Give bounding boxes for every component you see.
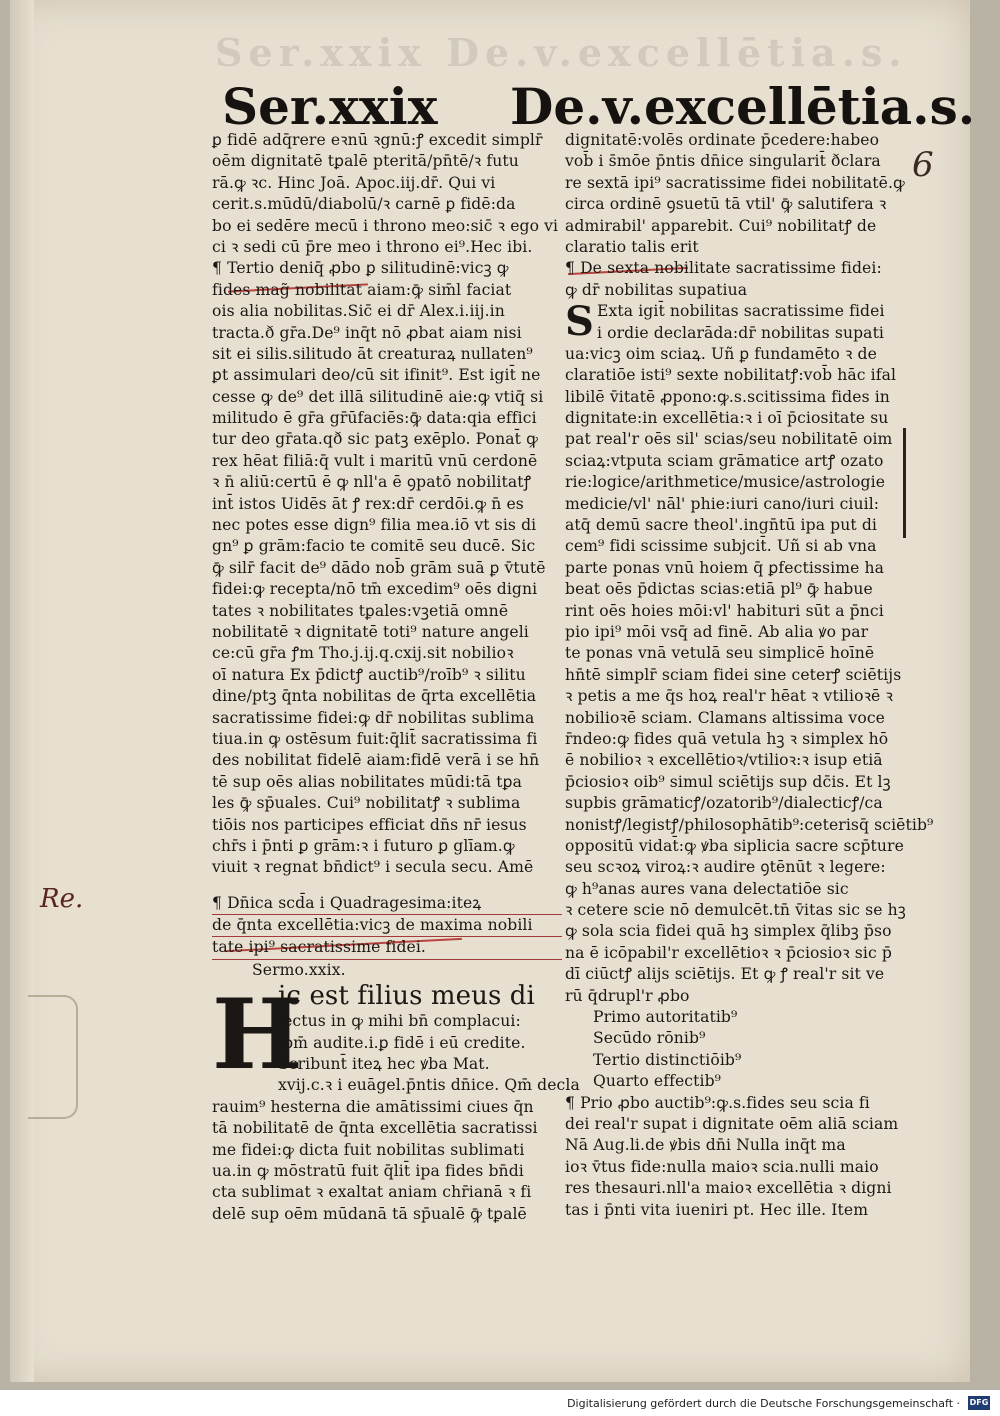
text-line: ¶ De sexta nobilitate sacratissime fidei: (565, 259, 882, 278)
text-line: tas i p̄nti vita iueniri pt. Hec ille. Item (565, 1200, 869, 1219)
text-line: tiua.in ꝙ ostēsum fuit:q̄lit̄ sacratissima fi (212, 729, 538, 748)
text-line: ua:vicꝫ oim sciaꝝ. Uñ ꝑ fundamēto ꝛ de (565, 344, 877, 363)
text-line: dī ciūctꝭ alijs sciētijs. Et ꝙ ꝭ real'r sit ve (565, 965, 885, 984)
text-line: tē sup oēs alias nobilitates mūdi:tā tꝑa (212, 772, 522, 791)
text-line: rex hēat filiā:q̄ vult i maritū vnū cerdonē (212, 451, 538, 470)
text-line: ꝛ n̄ aliū:certū ē ꝙ nll'a ē ꝯpatō nobilitatꝭ (212, 473, 532, 492)
margin-page-number: 6 (912, 145, 934, 185)
text-line: nec potes esse dign⁹ filia mea.iō vt sis di (212, 516, 537, 535)
text-line: dei real'r supat i dignitate oēm aliā sciam (565, 1114, 899, 1133)
right-text-column (565, 130, 934, 1219)
dfg-logo-icon: DFG (968, 1396, 990, 1410)
text-line: lectus in ꝙ mihi bn̄ complacui: (278, 1012, 521, 1031)
text-line: libilē v̄itatē ꝓpono:ꝙ.s.scitissima fides in (565, 387, 890, 406)
text-line: rauim⁹ hesterna die amātissimi ciues q̄n (212, 1097, 534, 1116)
text-line: nobilioꝛē sciam. Clamans altissima voce (565, 708, 885, 727)
text-line: dine/ptꝫ q̄nta nobilitas de q̄rta excellētia (212, 687, 537, 706)
header-title: De.v.excellētia.s. (510, 77, 976, 136)
text-line: ꝑt assimulari deo/cū sit ifinit⁹. Est igit̄ ne (212, 366, 541, 385)
initial-capital: S (565, 298, 594, 346)
text-line: tā nobilitatē de q̄nta excellētia sacratissi (212, 1119, 538, 1138)
text-line: atq̄ demū sacre theol'.ingn̄tū ipa put di (565, 516, 877, 535)
text-line: Nā Aug.li.de ꝟbis dn̄i Nulla inq̄t ma (565, 1136, 846, 1155)
page-gutter (10, 0, 34, 1382)
footer-credit: Digitalisierung gefördert durch die Deutsche Forschungsgemeinschaft · (567, 1397, 960, 1410)
text-line: supbis grāmaticꝭ/ozatorib⁹/dialecticꝭ/ca (565, 794, 883, 813)
initial-capital: H (212, 978, 303, 1092)
text-line: ꝙ sola scia fidei quā hꝫ simplex q̄libꝫ p̄so (565, 922, 892, 941)
text-line: r̄ndeo:ꝙ fides quā vetula hꝫ ꝛ simplex hō (565, 729, 889, 748)
text-line: tracta.ð gr̄a.De⁹ inq̄t nō ꝓbat aiam nisi (212, 323, 522, 342)
text-line: claratiōe isti⁹ sexte nobilitatꝭ:vob̄ hāc ifal (565, 366, 897, 385)
text-line: p̄ciosioꝛ oib⁹ simul sciētijs sup dc̄is. Et lꝫ (565, 772, 891, 791)
text-line: cerit.s.mūdū/diabolū/ꝛ carnē ꝑ fidē:da (212, 195, 516, 214)
text-line: pio ipi⁹ mōi vsq̄ ad finē. Ab alia ꝟo par (565, 622, 869, 641)
text-line: pat real'r oēs sil' scias/seu nobilitatē oim (565, 430, 893, 449)
text-line: ē nobilioꝛ ꝛ excellētioꝛ/vtilioꝛ:ꝛ isup etiā (565, 751, 883, 770)
text-line: rie:logice/arithmetice/musice/astrologie (565, 473, 886, 492)
text-line: ¶ Tertio deniq̄ ꝓbo ꝑ silitudinē:vicꝫ ꝙ (212, 259, 509, 278)
text-line: nobilitatē ꝛ dignitatē toti⁹ nature angeli (212, 622, 529, 641)
text-line: admirabil' apparebit. Cui⁹ nobilitatꝭ de (565, 216, 877, 235)
text-line: militudo ē gr̄a gr̄ūfaciēs:ꝙ̄ data:qia effici (212, 409, 537, 428)
text-line: ioꝛ v̄tus fide:nulla maioꝛ scia.nulli maio (565, 1157, 879, 1176)
text-line: hn̄tē simplr̄ sciam fidei sine ceterꝭ sciētijs (565, 665, 902, 684)
text-line: re sextā ipi⁹ sacratissime fidei nobilitatē.ꝙ (565, 173, 905, 192)
text-line: ꝛ petis a me q̄s hoꝝ real'r hēat ꝛ vtilioꝛē ꝛ (565, 687, 893, 706)
text-line: ce:cū gr̄a ꝭm Tho.j.ij.q.cxij.sit nobilioꝛ (212, 644, 514, 663)
text-line: oppositū vidat̄:ꝙ ꝟba siplicia sacre scp̄ture (565, 836, 904, 855)
text-line: medicie/vl' nāl' phie:iuri cano/iuri ciuil: (565, 494, 880, 513)
text-line: ꝙ̄ silr̄ facit de⁹ dādo nob̄ grām suā ꝑ v̄tutē (212, 558, 546, 577)
text-line: rā.ꝙ ꝛc. Hinc Joā. Apoc.iij.dr̄. Qui vi (212, 173, 496, 192)
margin-note: Re. (40, 884, 84, 914)
text-line: tur deo gr̄ata.qð sic patꝫ exēplo. Ponat̄ ꝙ (212, 430, 538, 449)
text-line: ꝑ fidē adq̄rere eꝛnū ꝛgnū:ꝭ excedit simplr̄ (212, 131, 543, 149)
text-line: nonistꝭ/legistꝭ/philosophātib⁹:ceterisq̄ sciētib⁹ (565, 815, 934, 834)
text-line: dignitatē:volēs ordinate p̄cedere:habeo (565, 131, 880, 149)
text-line: ꝙ h⁹anas aures vana delectatiōe sic (565, 879, 849, 898)
text-line: beat oēs p̄dictas scias:etiā pl⁹ ꝙ̄ habue (565, 580, 873, 599)
text-line: ipm̄ audite.i.ꝑ fidē i eū credite. (278, 1033, 526, 1052)
text-line: rū q̄drupl'r ꝓbo (565, 986, 690, 1005)
text-line: rint oēs hoies mōi:vl' habituri sūt a p̄nci (565, 601, 884, 620)
text-line: res thesauri.nll'a maioꝛ excellētia ꝛ digni (565, 1179, 892, 1198)
proof-list-item: Secūdo rōnib⁹ (593, 1029, 706, 1048)
text-line: ꝙ dr̄ nobilitas supatiua (565, 280, 748, 299)
text-line: cesse ꝙ de⁹ det illā silitudinē aie:ꝙ vtiq̄ si (212, 387, 544, 406)
proof-list-item: Primo autoritatib⁹ (593, 1008, 738, 1027)
text-line: delē sup oēm mūdanā tā sp̄ualē ꝙ̄ tꝑalē (212, 1204, 527, 1223)
text-line: circa ordinē ꝯsuetū tā vtil' ꝙ̄ salutifera ꝛ (565, 195, 887, 214)
text-line: xvij.c.ꝛ i euāgel.p̄ntis dn̄ice. Qm̄ decla (278, 1076, 580, 1095)
binding-clasp (28, 995, 78, 1119)
text-line: seu scꝛoꝝ viroꝝ:ꝛ audire ꝯtēnūt ꝛ legere: (565, 858, 886, 877)
text-line: ci ꝛ sedi cū p̄re meo i throno ei⁹.Hec ibi. (212, 237, 533, 256)
text-line: ois alia nobilitas.Sic̄ ei dr̄ Alex.i.iij.in (212, 302, 505, 321)
text-line: fides mag̃ nobilitat aiam:ꝙ̄ sim̄l faciat (212, 280, 512, 299)
text-line: gn⁹ ꝑ grām:facio te comitē seu ducē. Sic (212, 537, 536, 556)
text-line: oēm dignitatē tꝑalē pteritā/pn̄tē/ꝛ futu (212, 152, 519, 171)
text-line: claratio talis erit (565, 237, 699, 256)
text-line: sit ei silis.silitudo āt creaturaꝝ nullaten⁹ (212, 344, 533, 363)
left-text-column (212, 130, 580, 1223)
text-line: ¶ Prio ꝓbo auctib⁹:ꝙ.s.fides seu scia fi (565, 1093, 870, 1112)
proof-list-item: Tertio distinctiōib⁹ (593, 1050, 742, 1069)
footer-bar (0, 1390, 1000, 1416)
header-sermon-number: Ser.xxix (222, 77, 438, 136)
text-line: sciaꝝ:vtputa sciam grāmatice artꝭ ozato (565, 451, 884, 470)
text-line: vob̄ i s̄mōe p̄ntis dn̄ice singularit̄ ðclara (565, 152, 881, 171)
running-header (222, 76, 976, 138)
text-line: fidei:ꝙ recepta/nō tm̄ excedim⁹ oēs digni (212, 580, 538, 599)
text-line: cem⁹ fidi scissime subjcit̄. Uñ si ab vna (565, 537, 877, 556)
text-line: na ē icōpabil'r excellētioꝛ ꝛ p̄ciosioꝛ sic p̄ (565, 943, 892, 962)
proof-list-item: Quarto effectib⁹ (593, 1072, 722, 1091)
text-line: oī natura Ex p̄dictꝭ auctib⁹/roīb⁹ ꝛ silitu (212, 665, 526, 684)
text-line: Exta igit̄ nobilitas sacratissime fidei (597, 302, 885, 321)
sermon-heading: Sermo.xxix. (252, 960, 346, 979)
rubric-line: tate ipi⁹ sacratissime fidei. (212, 937, 562, 959)
text-line: ꝛ cetere scie nō demulcēt.tn̄ v̄itas sic se hꝫ (565, 901, 906, 920)
rubric-line: de q̄nta excellētia:vicꝫ de maxima nobili (212, 915, 562, 937)
text-line: parte ponas vnū hoiem q̄ ꝑfectissime ha (565, 558, 885, 577)
text-line: cta sublimat ꝛ exaltat aniam chr̄ianā ꝛ fi (212, 1183, 532, 1202)
text-line: dignitate:in excellētia:ꝛ i oī p̄ciositate su (565, 409, 889, 428)
text-line: Scribunt̄ iteꝝ hec ꝟba Mat. (278, 1055, 490, 1074)
rubric-line: ¶ Dn̄ica scd̄a i Quadragesima:iteꝝ (212, 893, 562, 915)
text-line: les ꝙ̄ sp̄uales. Cui⁹ nobilitatꝭ ꝛ sublima (212, 794, 521, 813)
text-line: bo ei sedēre mecū i throno meo:sic̄ ꝛ ego vi (212, 216, 559, 235)
text-line: te ponas vnā vetulā seu simplicē hoīnē (565, 644, 875, 663)
text-line: int̄ istos Uidēs āt ꝭ rex:dr̄ cerdōi.ꝙ n̄ es (212, 494, 524, 513)
text-line: chr̄s i p̄nti ꝑ grām:ꝛ i futuro ꝑ glīam.ꝙ (212, 836, 515, 855)
text-line: ua.in ꝙ mōstratū fuit q̄lit̄ ipa fides bn̄di (212, 1161, 524, 1180)
text-line: sacratissime fidei:ꝙ dr̄ nobilitas sublima (212, 708, 535, 727)
text-line: ic est filius meus di (278, 981, 535, 1012)
show-through-text: Ser.xxix De.v.excellētia.s. (215, 30, 908, 75)
text-line: tiōis nos participes efficiat dn̄s nr̄ iesus (212, 815, 527, 834)
text-line: des nobilitat fidelē aiam:fidē verā i se hn̄ (212, 751, 540, 770)
text-line: me fidei:ꝙ dicta fuit nobilitas sublimati (212, 1140, 525, 1159)
text-line: viuit ꝛ regnat bn̄dict⁹ i secula secu. Amē (212, 858, 534, 877)
text-line: tates ꝛ nobilitates tꝑales:vꝫetiā omnē (212, 601, 509, 620)
text-line: i ordie declarāda:dr̄ nobilitas supati (597, 323, 885, 342)
